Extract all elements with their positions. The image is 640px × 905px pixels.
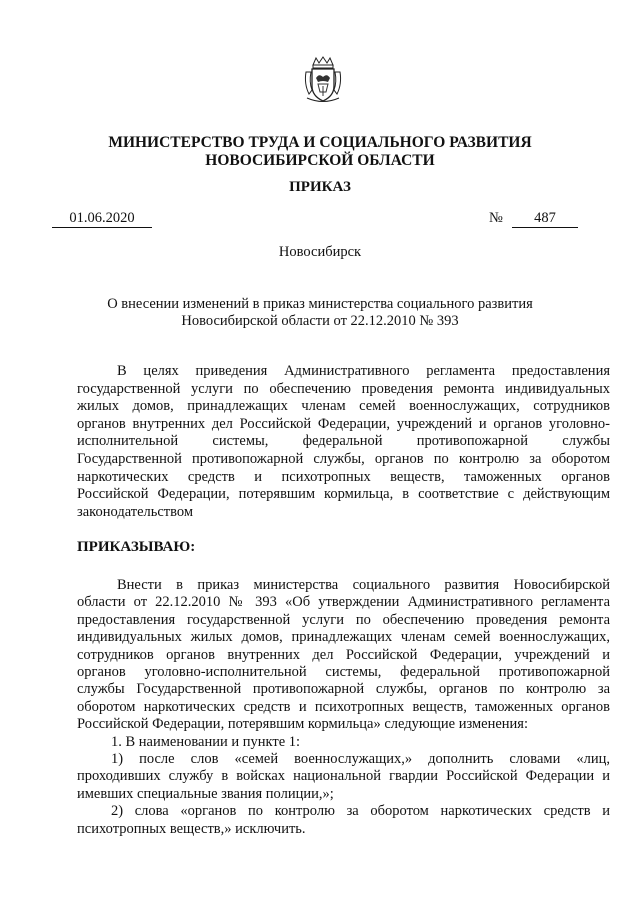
preamble-line: органов внутренних дел Российской Федерации, учреждений и органов уголовно- bbox=[77, 415, 610, 432]
subitem-line: проходивших службу в войсках национальной гвардии Российской Федерации и bbox=[77, 768, 610, 785]
body-line: предоставления государственной услуги по обеспечению проведения ремонта bbox=[77, 611, 610, 628]
preamble-line: Государственной противопожарной службы, органов по контролю за оборотом bbox=[77, 450, 610, 467]
order-number: 487 bbox=[512, 210, 578, 228]
preamble-line: исполнительной системы, федеральной противопожарной службы bbox=[77, 433, 610, 450]
preamble-paragraph bbox=[77, 363, 610, 521]
orders-label: ПРИКАЗЫВАЮ: bbox=[77, 539, 196, 555]
preamble-line: Российской Федерации, потерявшим кормильца, в соответствие с действующим bbox=[77, 486, 610, 503]
ministry-name-line1: МИНИСТЕРСТВО ТРУДА И СОЦИАЛЬНОГО РАЗВИТИЯ bbox=[108, 134, 532, 151]
subitem-line: 2) слова «органов по контролю за оборотом наркотических средств и bbox=[111, 803, 610, 820]
city: Новосибирск bbox=[278, 244, 362, 260]
body-line: службы Государственной противопожарной службы, органов по контролю за bbox=[77, 681, 610, 698]
preamble-line: В целях приведения Административного регламента предоставления bbox=[117, 363, 610, 379]
order-date: 01.06.2020 bbox=[52, 210, 152, 228]
ministry-name bbox=[0, 134, 640, 170]
subitem-line: психотропных веществ,» исключить. bbox=[77, 820, 306, 837]
item-heading: 1. В наименовании и пункте 1: bbox=[111, 733, 301, 750]
body-line: Российской Федерации, потерявшим кормильца» следующие изменения: bbox=[77, 716, 529, 733]
preamble-line: жилых домов, принадлежащих членам семей военнослужащих, сотрудников bbox=[77, 398, 610, 415]
subitem-line: имевших специальные звания полиции,»; bbox=[77, 785, 334, 802]
preamble-line: государственной услуги по обеспечению проведения ремонта индивидуальных bbox=[77, 380, 610, 397]
subject-line: Новосибирской области от 22.12.2010 № 393 bbox=[181, 313, 459, 329]
order-body bbox=[77, 577, 610, 838]
subject-line: О внесении изменений в приказ министерства социального развития bbox=[107, 296, 533, 312]
preamble-line: законодательством bbox=[77, 503, 194, 520]
body-line: оборотом наркотических средств и психотропных веществ, таможенных органов bbox=[77, 698, 610, 715]
body-line: области от 22.12.2010 № 393 «Об утверждении Административного регламента bbox=[77, 594, 610, 611]
preamble-line: наркотических средств и психотропных веществ, таможенных органов bbox=[77, 468, 610, 485]
body-line: сотрудников органов внутренних дел Российской Федерации, учреждений и bbox=[77, 646, 610, 663]
body-line: органов уголовно-исполнительной системы, федеральной противопожарной bbox=[77, 664, 610, 681]
subitem-line: 1) после слов «семей военнослужащих,» дополнить словами «лиц, bbox=[111, 751, 610, 768]
order-subject bbox=[0, 296, 640, 330]
document-type: ПРИКАЗ bbox=[289, 179, 351, 195]
ministry-name-line2: НОВОСИБИРСКОЙ ОБЛАСТИ bbox=[205, 152, 435, 169]
body-line: Внести в приказ министерства социального развития Новосибирской bbox=[117, 577, 610, 593]
number-label: № bbox=[489, 210, 503, 226]
body-line: индивидуальных жилых домов, принадлежащих членам семей военнослужащих, bbox=[77, 629, 610, 646]
coat-of-arms-icon bbox=[303, 56, 343, 104]
